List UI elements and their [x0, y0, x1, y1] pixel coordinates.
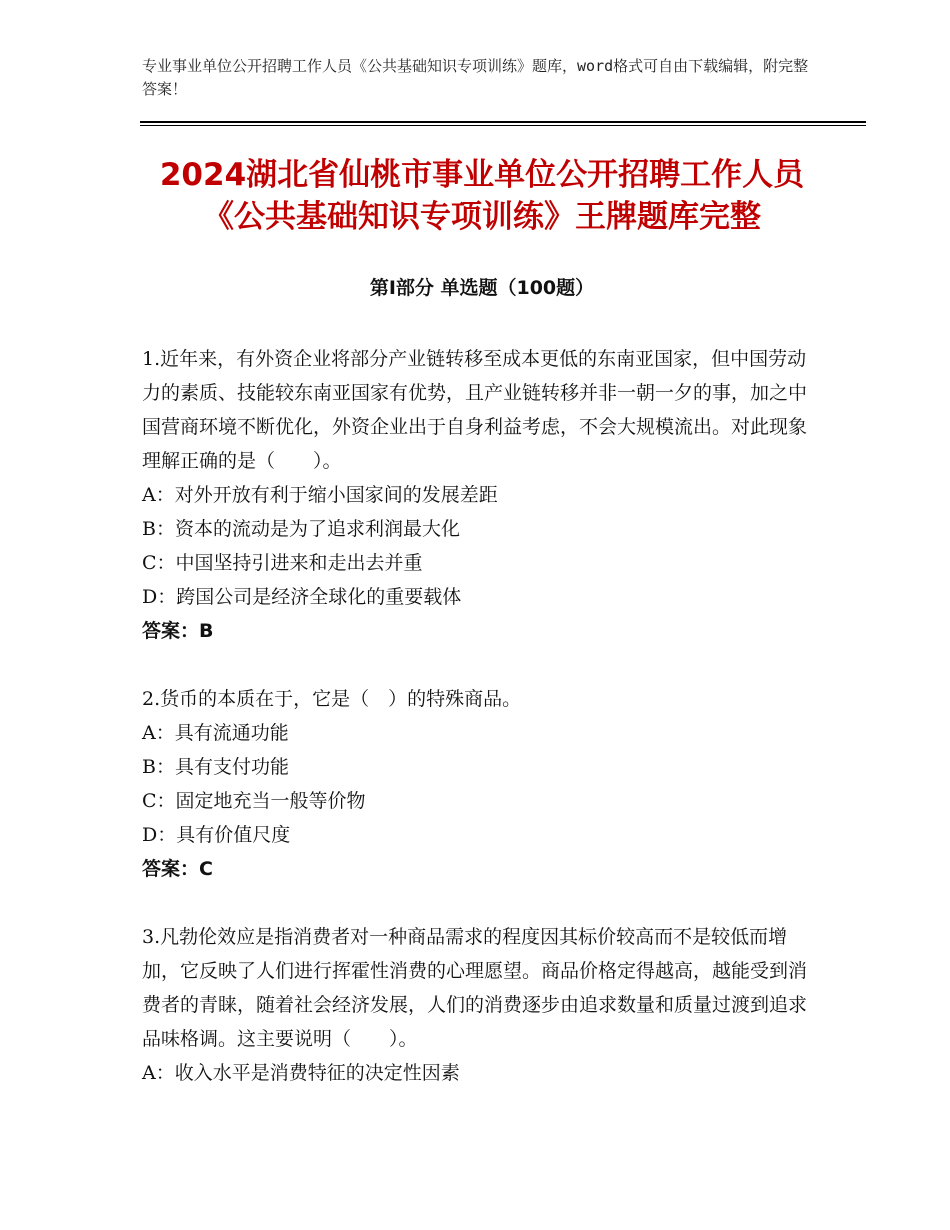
option-d: D：具有价值尺度 — [142, 824, 291, 846]
option-c: C：固定地充当一般等价物 — [142, 790, 366, 812]
answer: 答案：C — [142, 858, 213, 880]
option-a: A：对外开放有利于缩小国家间的发展差距 — [142, 484, 498, 506]
option-c: C：中国坚持引进来和走出去并重 — [142, 552, 423, 574]
option-a: A：具有流通功能 — [142, 722, 289, 744]
section-title: 第I部分 单选题（100题） — [369, 277, 595, 299]
option-b: B：具有支付功能 — [142, 756, 289, 778]
option-a: A：收入水平是消费特征的决定性因素 — [142, 1062, 460, 1084]
question-1 — [142, 342, 812, 648]
header-note: 专业事业单位公开招聘工作人员《公共基础知识专项训练》题库，word格式可自由下载编辑，附完整答案！ — [142, 57, 809, 98]
question-2 — [142, 682, 812, 886]
question-list — [142, 342, 812, 1124]
question-3 — [142, 920, 812, 1090]
header-divider-thin — [140, 125, 866, 126]
question-stem: 3.凡勃伦效应是指消费者对一种商品需求的程度因其标价较高而不是较低而增加，它反映了人们进行挥霍性消费的心理愿望。商品价格定得越高，越能受到消费者的青睐，随着社会经济发展，人们的消费逐步由追求数量和质量过渡到追求品味格调。这主要说明（ ）。 — [142, 926, 808, 1050]
answer: 答案：B — [142, 620, 214, 642]
header-divider-thick — [140, 121, 866, 123]
document-title: 2024湖北省仙桃市事业单位公开招聘工作人员《公共基础知识专项训练》王牌题库完整 — [159, 157, 805, 235]
question-stem: 2.货币的本质在于，它是（ ）的特殊商品。 — [142, 688, 522, 710]
option-d: D：跨国公司是经济全球化的重要载体 — [142, 586, 462, 608]
question-stem: 1.近年来，有外资企业将部分产业链转移至成本更低的东南亚国家，但中国劳动力的素质、技能较东南亚国家有优势，且产业链转移并非一朝一夕的事，加之中国营商环境不断优化，外资企业出于自身利益考虑，不会大规模流出。对此现象理解正确的是（ ）。 — [142, 348, 808, 472]
option-b: B：资本的流动是为了追求利润最大化 — [142, 518, 460, 540]
